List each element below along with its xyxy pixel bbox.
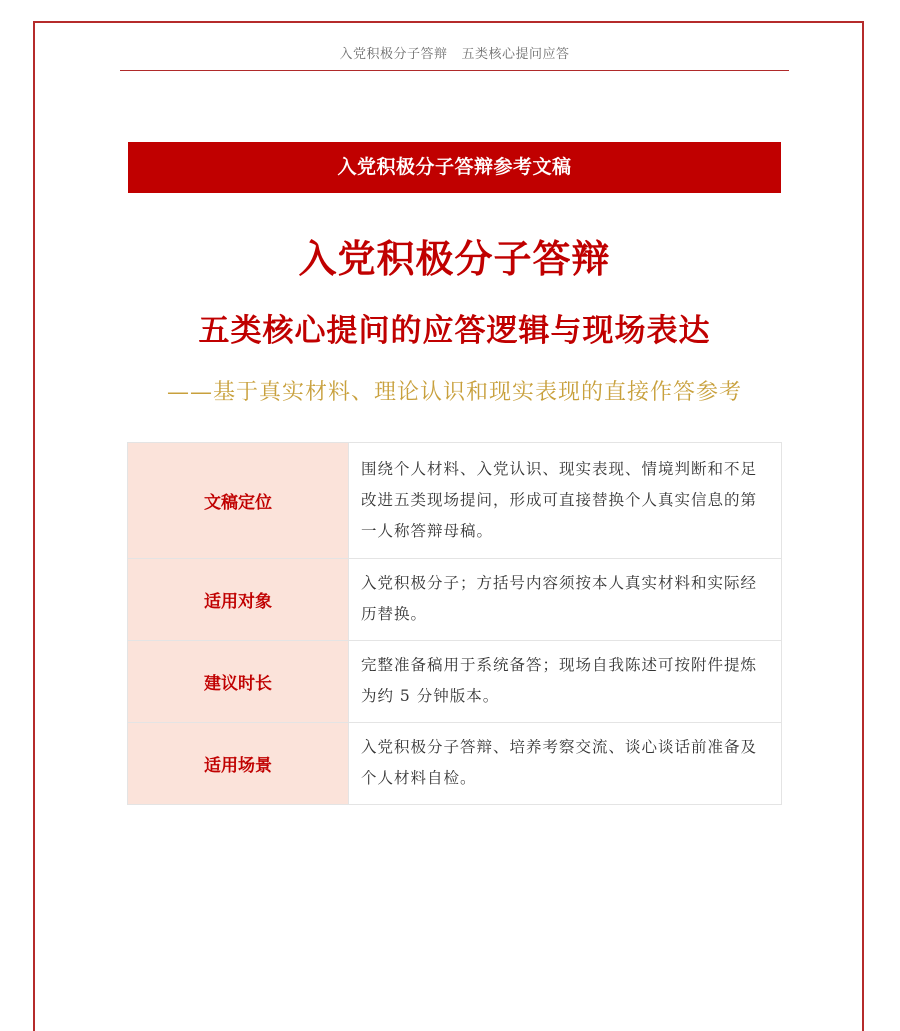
running-header-right: 五类核心提问应答 [461, 47, 570, 62]
row-value-scenario: 入党积极分子答辩、培养考察交流、谈心谈话前准备及个人材料自检。 [349, 723, 782, 805]
header-rule [120, 70, 789, 71]
table-row [128, 443, 782, 559]
table-row [128, 641, 782, 723]
table-row [128, 559, 782, 641]
table-row [128, 723, 782, 805]
row-value-positioning: 围绕个人材料、入党认识、现实表现、情境判断和不足改进五类现场提问，形成可直接替换个人真实信息的第一人称答辩母稿。 [349, 443, 782, 559]
row-value-audience: 入党积极分子；方括号内容须按本人真实材料和实际经历替换。 [349, 559, 782, 641]
row-label-duration: 建议时长 [128, 641, 349, 723]
document-type-banner: 入党积极分子答辩参考文稿 [128, 142, 781, 193]
tagline: ——基于真实材料、理论认识和现实表现的直接作答参考 [166, 380, 742, 405]
row-label-audience: 适用对象 [128, 559, 349, 641]
row-value-duration: 完整准备稿用于系统备答；现场自我陈述可按附件提炼为约 5 分钟版本。 [349, 641, 782, 723]
row-label-scenario: 适用场景 [128, 723, 349, 805]
running-header-left: 入党积极分子答辩 [339, 47, 448, 62]
main-title: 入党积极分子答辩 [298, 237, 611, 281]
running-header [120, 43, 789, 62]
info-table [127, 442, 782, 805]
sub-title: 五类核心提问的应答逻辑与现场表达 [198, 313, 711, 349]
row-label-positioning: 文稿定位 [128, 443, 349, 559]
